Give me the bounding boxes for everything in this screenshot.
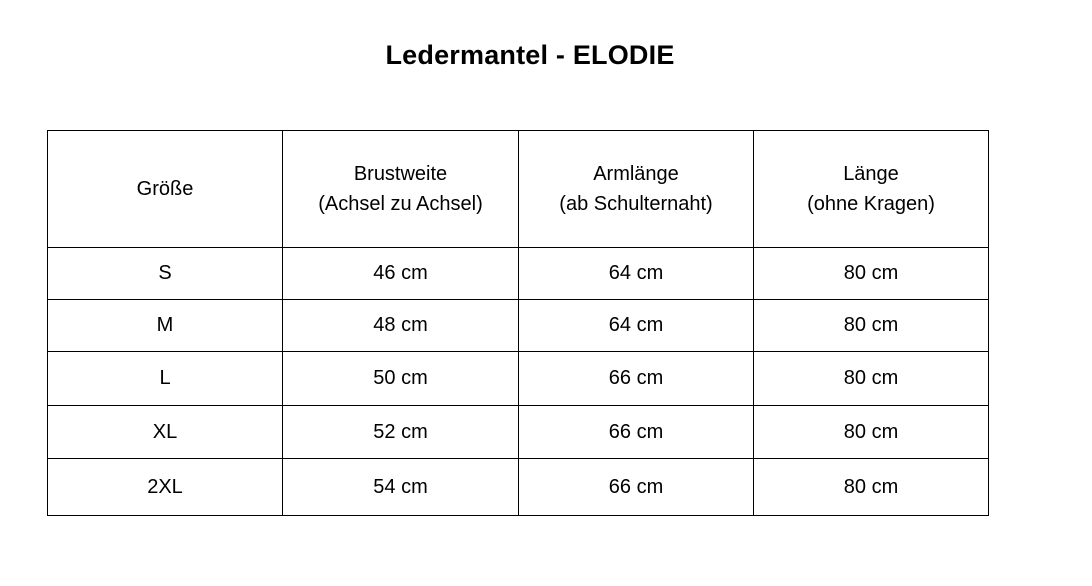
cell-chest-width: 50 cm	[283, 352, 519, 406]
header-cell-length	[754, 131, 989, 248]
header-cell-sleeve-length	[519, 131, 754, 248]
table-row	[48, 352, 989, 406]
header-label: Armlänge	[593, 163, 679, 185]
header-sublabel: (ab Schulternaht)	[559, 193, 713, 215]
cell-size: L	[48, 352, 283, 406]
cell-length: 80 cm	[754, 406, 989, 459]
header-label: Länge	[843, 163, 899, 185]
cell-length: 80 cm	[754, 300, 989, 352]
table-header-row	[48, 131, 989, 248]
cell-length: 80 cm	[754, 352, 989, 406]
size-table	[47, 130, 989, 516]
cell-size: S	[48, 248, 283, 300]
table-row	[48, 300, 989, 352]
cell-sleeve-length: 66 cm	[519, 459, 754, 516]
cell-length: 80 cm	[754, 248, 989, 300]
cell-size: M	[48, 300, 283, 352]
cell-chest-width: 54 cm	[283, 459, 519, 516]
header-label: Brustweite	[353, 163, 448, 185]
cell-chest-width: 48 cm	[283, 300, 519, 352]
header-cell-chest-width	[283, 131, 519, 248]
cell-chest-width: 52 cm	[283, 406, 519, 459]
header-label: Größe	[136, 178, 194, 200]
cell-length: 80 cm	[754, 459, 989, 516]
cell-sleeve-length: 64 cm	[519, 300, 754, 352]
table-row	[48, 248, 989, 300]
cell-chest-width: 46 cm	[283, 248, 519, 300]
page-title: Ledermantel - ELODIE	[385, 40, 675, 70]
table-row	[48, 406, 989, 459]
cell-sleeve-length: 66 cm	[519, 406, 754, 459]
cell-sleeve-length: 66 cm	[519, 352, 754, 406]
cell-size: XL	[48, 406, 283, 459]
header-cell-size	[48, 131, 283, 248]
cell-sleeve-length: 64 cm	[519, 248, 754, 300]
cell-size: 2XL	[48, 459, 283, 516]
header-sublabel: (ohne Kragen)	[807, 193, 935, 215]
table-row	[48, 459, 989, 516]
header-sublabel: (Achsel zu Achsel)	[318, 193, 483, 215]
